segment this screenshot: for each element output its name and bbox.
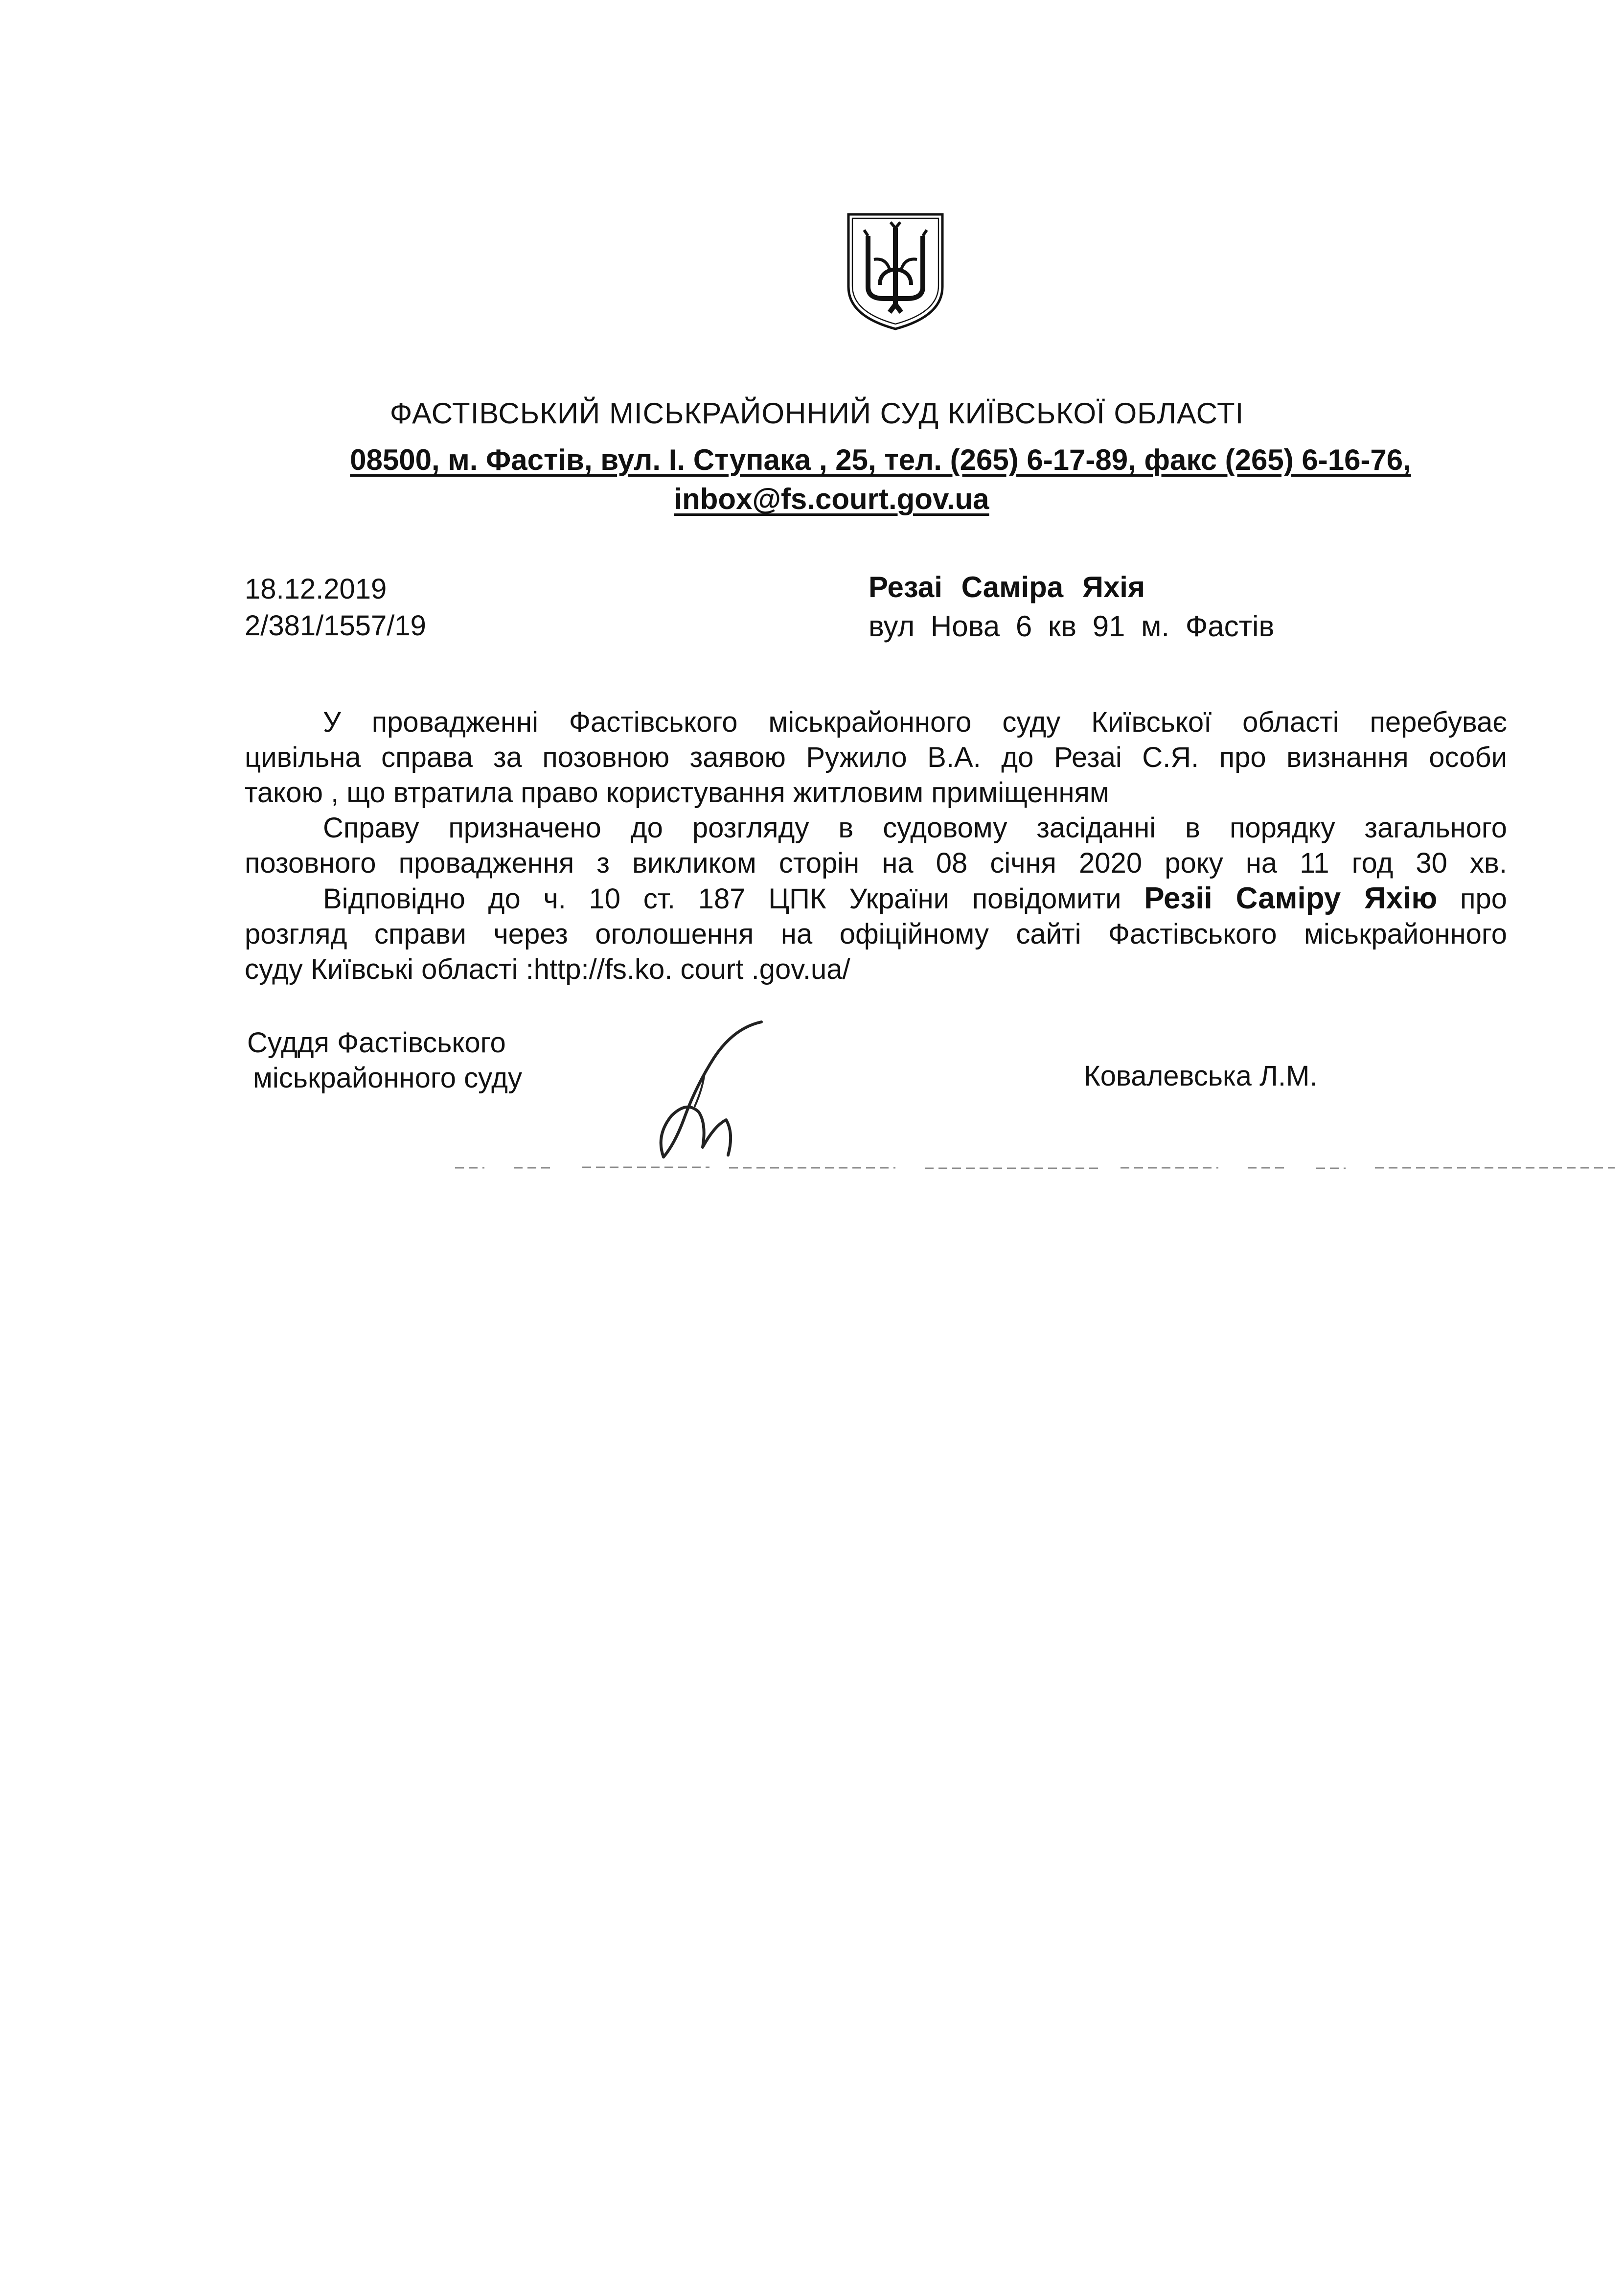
body-line [245,881,1507,917]
letter-body [245,705,1507,987]
body-line: такою , що втратила право користування житловим приміщенням [245,777,1109,809]
judge-title-line: Суддя Фастівського [247,1027,506,1059]
letter-date: 18.12.2019 [245,573,387,605]
judge-name: Ковалевська Л.М. [1084,1060,1318,1092]
body-line: цивільна справа за позовною заявою Ружило В.А. до Резаі С.Я. про визнання особи [245,741,1507,773]
court-email-link[interactable]: inbox@fs.court.gov.ua [674,483,989,515]
handwritten-signature [646,1018,773,1165]
court-name: ФАСТІВСЬКИЙ МІСЬКРАЙОННИЙ СУД КИЇВСЬКОЇ ОБЛАСТІ [389,397,1244,430]
judge-title [247,1025,522,1096]
judge-title-line: міськрайонного суду [253,1062,523,1094]
notified-party-name: Резіі Саміру Яхію [1144,881,1438,915]
case-number: 2/381/1557/19 [245,610,426,642]
body-line: Справу призначено до розгляду в судовому засіданні в порядку загального [323,812,1507,844]
body-line: позовного провадження з викликом сторін на 08 січня 2020 року на 11 год 30 хв. [245,847,1507,879]
scan-artifact-divider [455,1165,1615,1171]
body-line: У провадженні Фастівського міськрайонного суду Київської області перебуває [323,706,1507,738]
trident-emblem-icon [845,210,946,333]
court-address: 08500, м. Фастів, вул. І. Ступака , 25, тел. (265) 6-17-89, факс (265) 6-16-76, [350,443,1411,476]
body-text: Відповідно до ч. 10 ст. 187 ЦПК України повідомити [323,883,1121,915]
body-line: розгляд справи через оголошення на офіційному сайті Фастівського міськрайонного [245,918,1507,950]
recipient-name: Резаі Саміра Яхія [869,571,1145,603]
body-line: суду Київські області :http://fs.ko. court .gov.ua/ [245,953,850,985]
recipient-address: вул Нова 6 кв 91 м. Фастів [869,610,1275,643]
body-text: про [1460,883,1507,915]
